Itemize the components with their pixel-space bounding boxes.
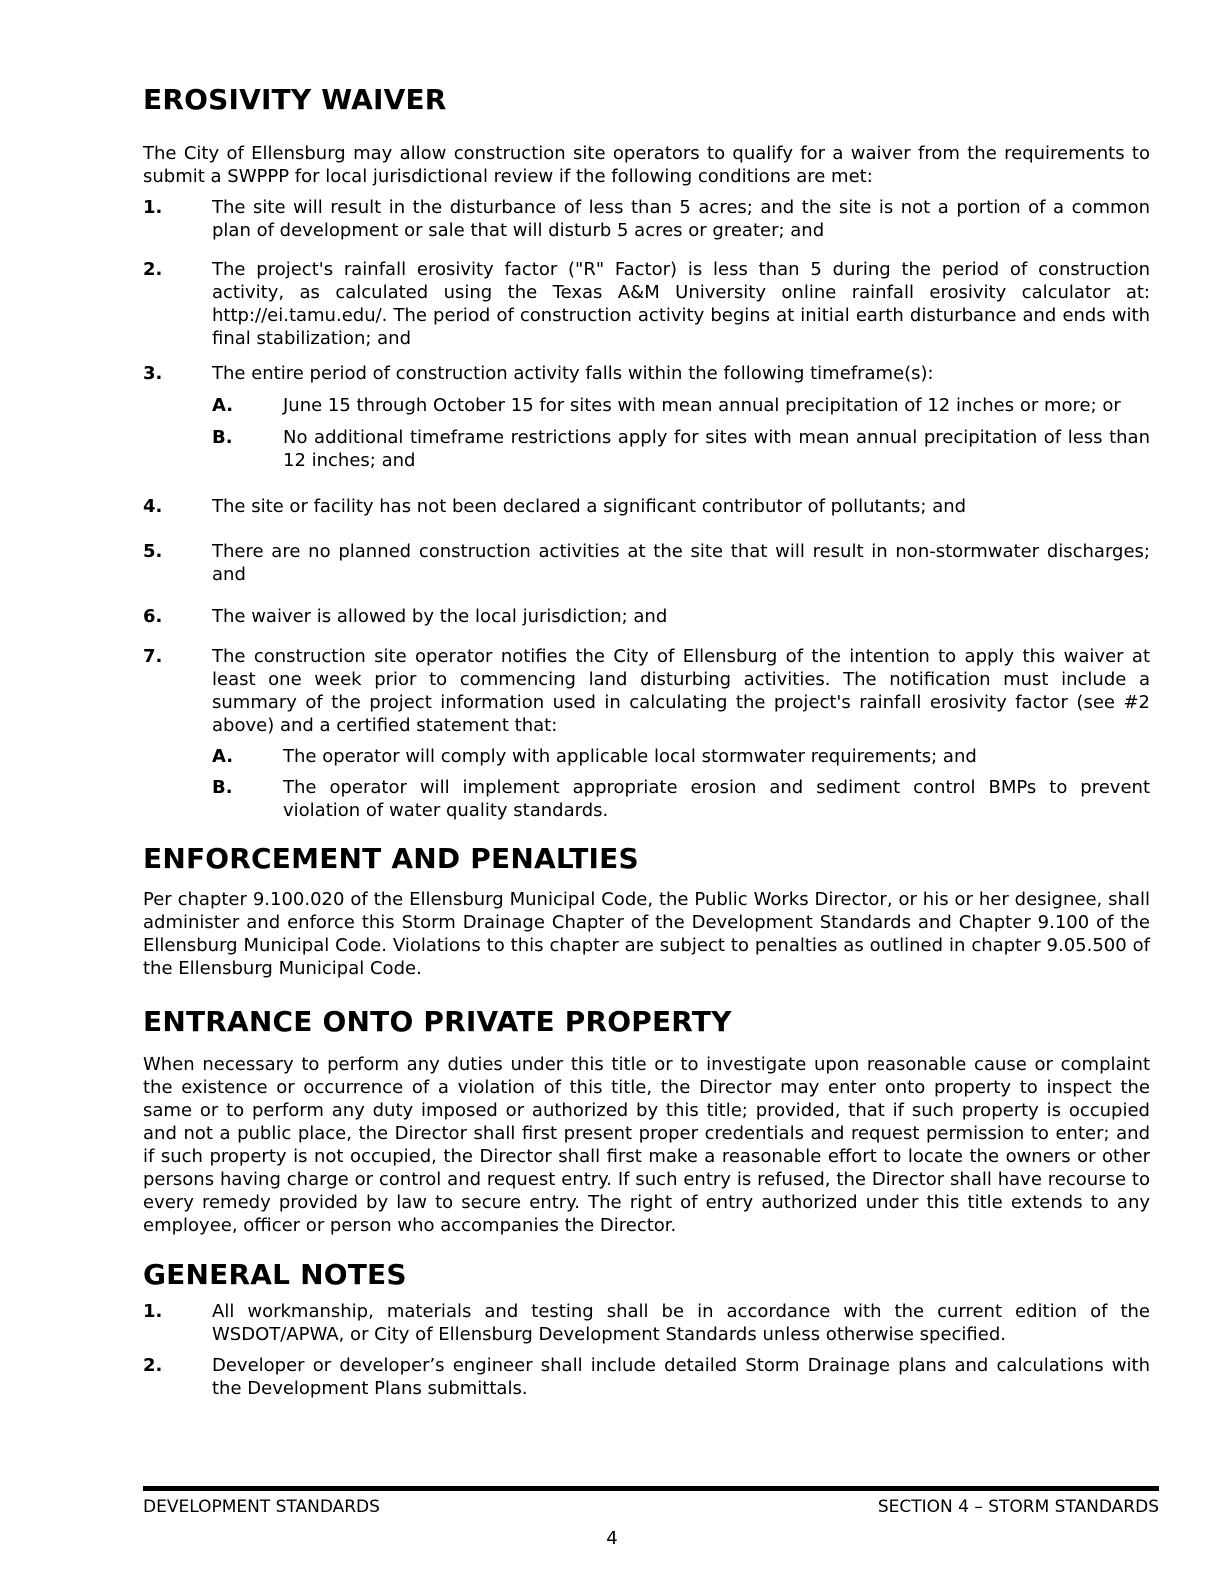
list-item-number: 2.: [143, 1355, 163, 1376]
list-item-number: 6.: [143, 606, 163, 627]
heading-entrance-onto-private-property: ENTRANCE ONTO PRIVATE PROPERTY: [143, 1005, 732, 1038]
list-item-text: The waiver is allowed by the local jurisdiction; and: [212, 606, 668, 627]
sub-item-letter: A.: [212, 746, 234, 767]
list-item-text: The construction site operator notifies the City of Ellensburg of the intention to apply this waiver at least one week prior to commencing land disturbing activities. The notification must include a summary of the project information used in calculating the project's rainfall erosivity factor (see #2 above) and a certified statement that:: [212, 646, 1150, 736]
list-item-text: The site or facility has not been declared a significant contributor of pollutants; and: [212, 496, 967, 517]
list-item-number: 5.: [143, 541, 163, 562]
list-item-number: 3.: [143, 363, 163, 384]
list-item-text: All workmanship, materials and testing shall be in accordance with the current edition of the WSDOT/APWA, or City of Ellensburg Development Standards unless otherwise specified.: [212, 1301, 1150, 1345]
list-item-number: 4.: [143, 496, 163, 517]
list-item-text: There are no planned construction activities at the site that will result in non-stormwater discharges; and: [212, 541, 1150, 585]
list-item-text: The entire period of construction activity falls within the following timeframe(s):: [212, 363, 934, 384]
entrance-paragraph: When necessary to perform any duties under this title or to investigate upon reasonable cause or complaint the existence or occurrence of a violation of this title, the Director may enter onto property to inspect the same or to perform any duty imposed or authorized by this title; provided, that if such property is occupied and not a public place, the Director shall first present proper credentials and request permission to enter; and if such property is not occupied, the Director shall first make a reasonable effort to locate the owners or other persons having charge or control and request entry. If such entry is refused, the Director shall have recourse to every remedy provided by law to secure entry. The right of entry authorized under this title extends to any employee, officer or person who accompanies the Director.: [143, 1054, 1150, 1236]
list-item-5: [143, 540, 1150, 586]
footer-right-text: SECTION 4 – STORM STANDARDS: [877, 1497, 1159, 1517]
sub-item-letter: B.: [212, 427, 233, 448]
list-item-2: [143, 258, 1150, 350]
list-item-text: The project's rainfall erosivity factor ("R" Factor) is less than 5 during the period of construction activity, as calculated using the Texas A&M University online rainfall erosivity calculator at: http://ei.tamu.edu/. The period of construction activity begins at initial earth disturbance and ends with final stabilization; and: [212, 259, 1150, 349]
sub-item-letter: A.: [212, 395, 234, 416]
sub-item-text: The operator will implement appropriate erosion and sediment control BMPs to prevent violation of water quality standards.: [283, 777, 1150, 821]
list-item-number: 1.: [143, 197, 163, 218]
list-item-text: The site will result in the disturbance of less than 5 acres; and the site is not a portion of a common plan of development or sale that will disturb 5 acres or greater; and: [212, 197, 1150, 241]
enforcement-paragraph: Per chapter 9.100.020 of the Ellensburg Municipal Code, the Public Works Director, or his or her designee, shall administer and enforce this Storm Drainage Chapter of the Development Standards and Chapter 9.100 of the Ellensburg Municipal Code. Violations to this chapter are subject to penalties as outlined in chapter 9.05.500 of the Ellensburg Municipal Code.: [143, 889, 1150, 979]
sub-item-text: The operator will comply with applicable local stormwater requirements; and: [283, 746, 977, 767]
list-item-4: [143, 495, 1150, 518]
page-number: 4: [606, 1528, 618, 1549]
sub-item-7b: [143, 776, 1150, 822]
heading-erosivity-waiver: EROSIVITY WAIVER: [143, 83, 447, 116]
sub-item-3a: [143, 394, 1150, 417]
list-item-3: [143, 362, 1150, 385]
footer-left-text: DEVELOPMENT STANDARDS: [143, 1497, 380, 1517]
erosivity-intro-paragraph: The City of Ellensburg may allow construction site operators to qualify for a waiver from the requirements to submit a SWPPP for local jurisdictional review if the following conditions are met:: [143, 143, 1150, 187]
footer-rule: [143, 1486, 1159, 1491]
list-item-1: [143, 196, 1150, 242]
sub-item-letter: B.: [212, 777, 233, 798]
footer: [143, 1496, 1159, 1519]
general-note-2: [143, 1354, 1150, 1400]
general-note-1: [143, 1300, 1150, 1346]
sub-item-text: June 15 through October 15 for sites with mean annual precipitation of 12 inches or more; or: [283, 395, 1121, 416]
sub-item-text: No additional timeframe restrictions apply for sites with mean annual precipitation of less than 12 inches; and: [283, 427, 1150, 471]
heading-enforcement-and-penalties: ENFORCEMENT AND PENALTIES: [143, 842, 639, 875]
list-item-number: 7.: [143, 646, 163, 667]
list-item-7: [143, 645, 1150, 737]
document-content: [143, 85, 1150, 1400]
sub-item-3b: [143, 426, 1150, 472]
list-item-6: [143, 605, 1150, 628]
list-item-number: 1.: [143, 1301, 163, 1322]
list-item-text: Developer or developer’s engineer shall include detailed Storm Drainage plans and calculations with the Development Plans submittals.: [212, 1355, 1150, 1399]
heading-general-notes: GENERAL NOTES: [143, 1258, 407, 1291]
list-item-number: 2.: [143, 259, 163, 280]
sub-item-7a: [143, 745, 1150, 768]
